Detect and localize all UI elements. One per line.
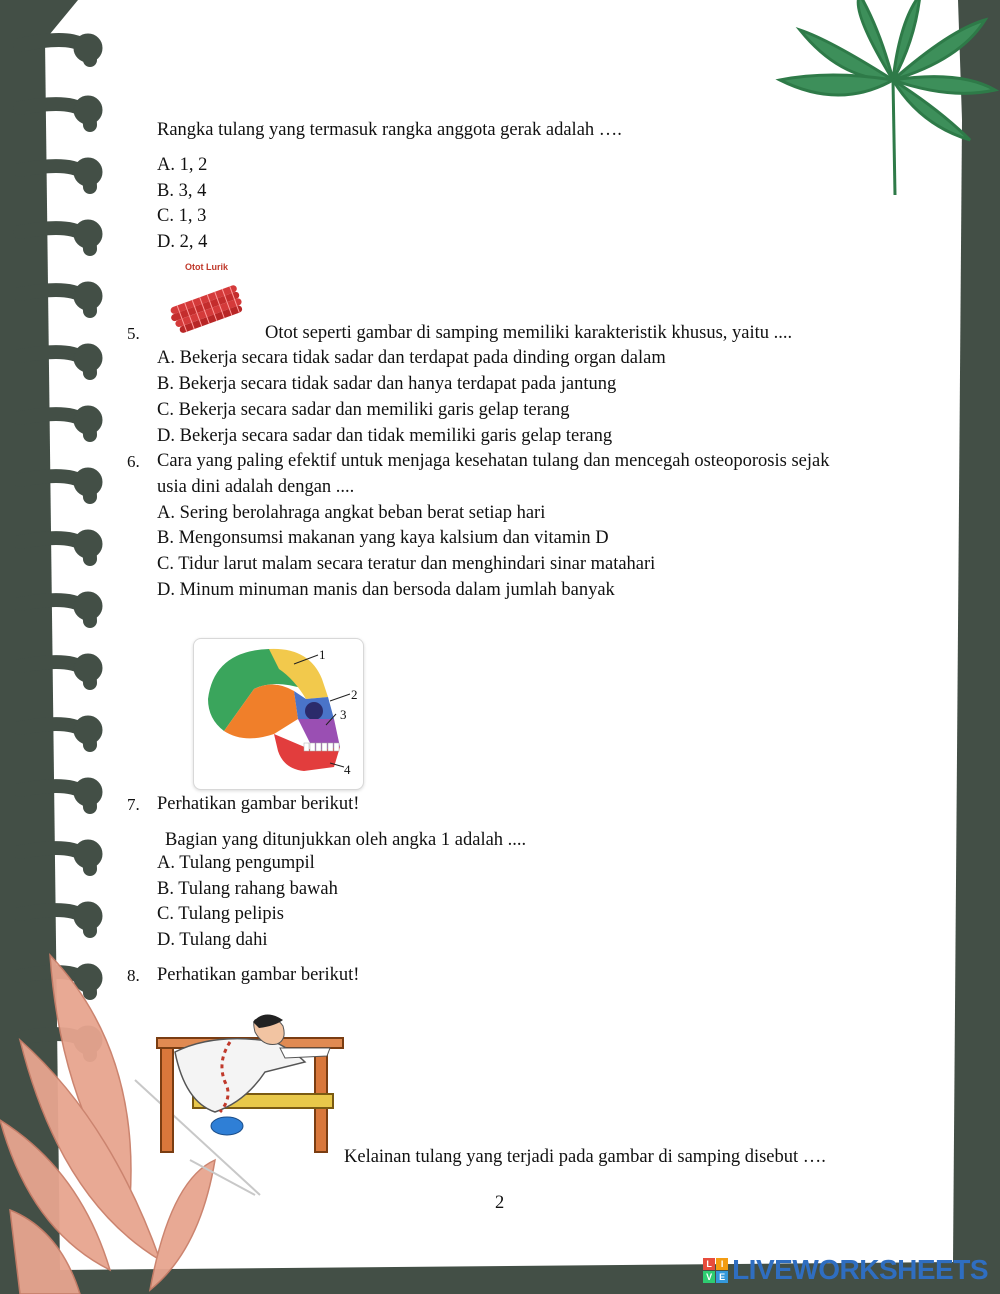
logo-grid-icon: L I V E bbox=[703, 1258, 728, 1283]
q5-option-d[interactable]: D. Bekerja secara sadar dan tidak memiliki garis gelap terang bbox=[157, 426, 613, 446]
skull-label-4: 4 bbox=[344, 762, 351, 777]
q7-option-a[interactable]: A. Tulang pengumpil bbox=[157, 853, 315, 873]
q4-option-c[interactable]: C. 1, 3 bbox=[157, 206, 207, 226]
q6-option-c[interactable]: C. Tidur larut malam secara teratur dan menghindari sinar matahari bbox=[157, 554, 656, 574]
q7-number: 7. bbox=[127, 795, 140, 814]
q7-intro: Perhatikan gambar berikut! bbox=[157, 794, 360, 814]
q5-number: 5. bbox=[127, 324, 140, 343]
liveworksheets-logo[interactable] bbox=[703, 1253, 988, 1287]
q4-option-a[interactable]: A. 1, 2 bbox=[157, 155, 208, 175]
q5-option-a[interactable]: A. Bekerja secara tidak sadar dan terdapat pada dinding organ dalam bbox=[157, 348, 666, 368]
skull-label-1: 1 bbox=[319, 647, 326, 662]
logo-brand-text: LIVEWORKSHEETS bbox=[732, 1254, 988, 1285]
skull-figure bbox=[193, 638, 364, 790]
q7-stem: Bagian yang ditunjukkan oleh angka 1 adalah .... bbox=[165, 830, 527, 850]
q7-option-c[interactable]: C. Tulang pelipis bbox=[157, 904, 284, 924]
q5-stem: Otot seperti gambar di samping memiliki karakteristik khusus, yaitu .... bbox=[265, 323, 793, 343]
striated-muscle-figure bbox=[165, 262, 245, 332]
q5-option-c[interactable]: C. Bekerja secara sadar dan memiliki garis gelap terang bbox=[157, 400, 570, 420]
q6-option-d[interactable]: D. Minum minuman manis dan bersoda dalam jumlah banyak bbox=[157, 580, 615, 600]
q6-stem-line2: usia dini adalah dengan .... bbox=[157, 477, 355, 497]
figure-label-otot-lurik: Otot Lurik bbox=[185, 262, 228, 272]
bad-posture-illustration bbox=[155, 1012, 345, 1157]
posture-figure bbox=[155, 1012, 345, 1157]
q6-option-a[interactable]: A. Sering berolahraga angkat beban berat setiap hari bbox=[157, 503, 546, 523]
q8-intro: Perhatikan gambar berikut! bbox=[157, 965, 360, 985]
q6-number: 6. bbox=[127, 452, 140, 471]
q7-option-b[interactable]: B. Tulang rahang bawah bbox=[157, 879, 338, 899]
q4-stem: Rangka tulang yang termasuk rangka anggota gerak adalah …. bbox=[157, 120, 622, 140]
q6-option-b[interactable]: B. Mengonsumsi makanan yang kaya kalsium dan vitamin D bbox=[157, 528, 609, 548]
skull-label-2: 2 bbox=[351, 687, 358, 702]
q6-stem-line1: Cara yang paling efektif untuk menjaga kesehatan tulang dan mencegah osteoporosis sejak bbox=[157, 451, 830, 471]
q8-stem: Kelainan tulang yang terjadi pada gambar di samping disebut …. bbox=[344, 1147, 826, 1167]
muscle-fiber-icon bbox=[165, 276, 245, 336]
skull-diagram bbox=[194, 639, 363, 789]
q5-option-b[interactable]: B. Bekerja secara tidak sadar dan hanya terdapat pada jantung bbox=[157, 374, 617, 394]
skull-label-3: 3 bbox=[340, 707, 347, 722]
q7-option-d[interactable]: D. Tulang dahi bbox=[157, 930, 268, 950]
q4-option-b[interactable]: B. 3, 4 bbox=[157, 181, 207, 201]
q8-number: 8. bbox=[127, 966, 140, 985]
page-number: 2 bbox=[495, 1193, 505, 1213]
q4-option-d[interactable]: D. 2, 4 bbox=[157, 232, 208, 252]
